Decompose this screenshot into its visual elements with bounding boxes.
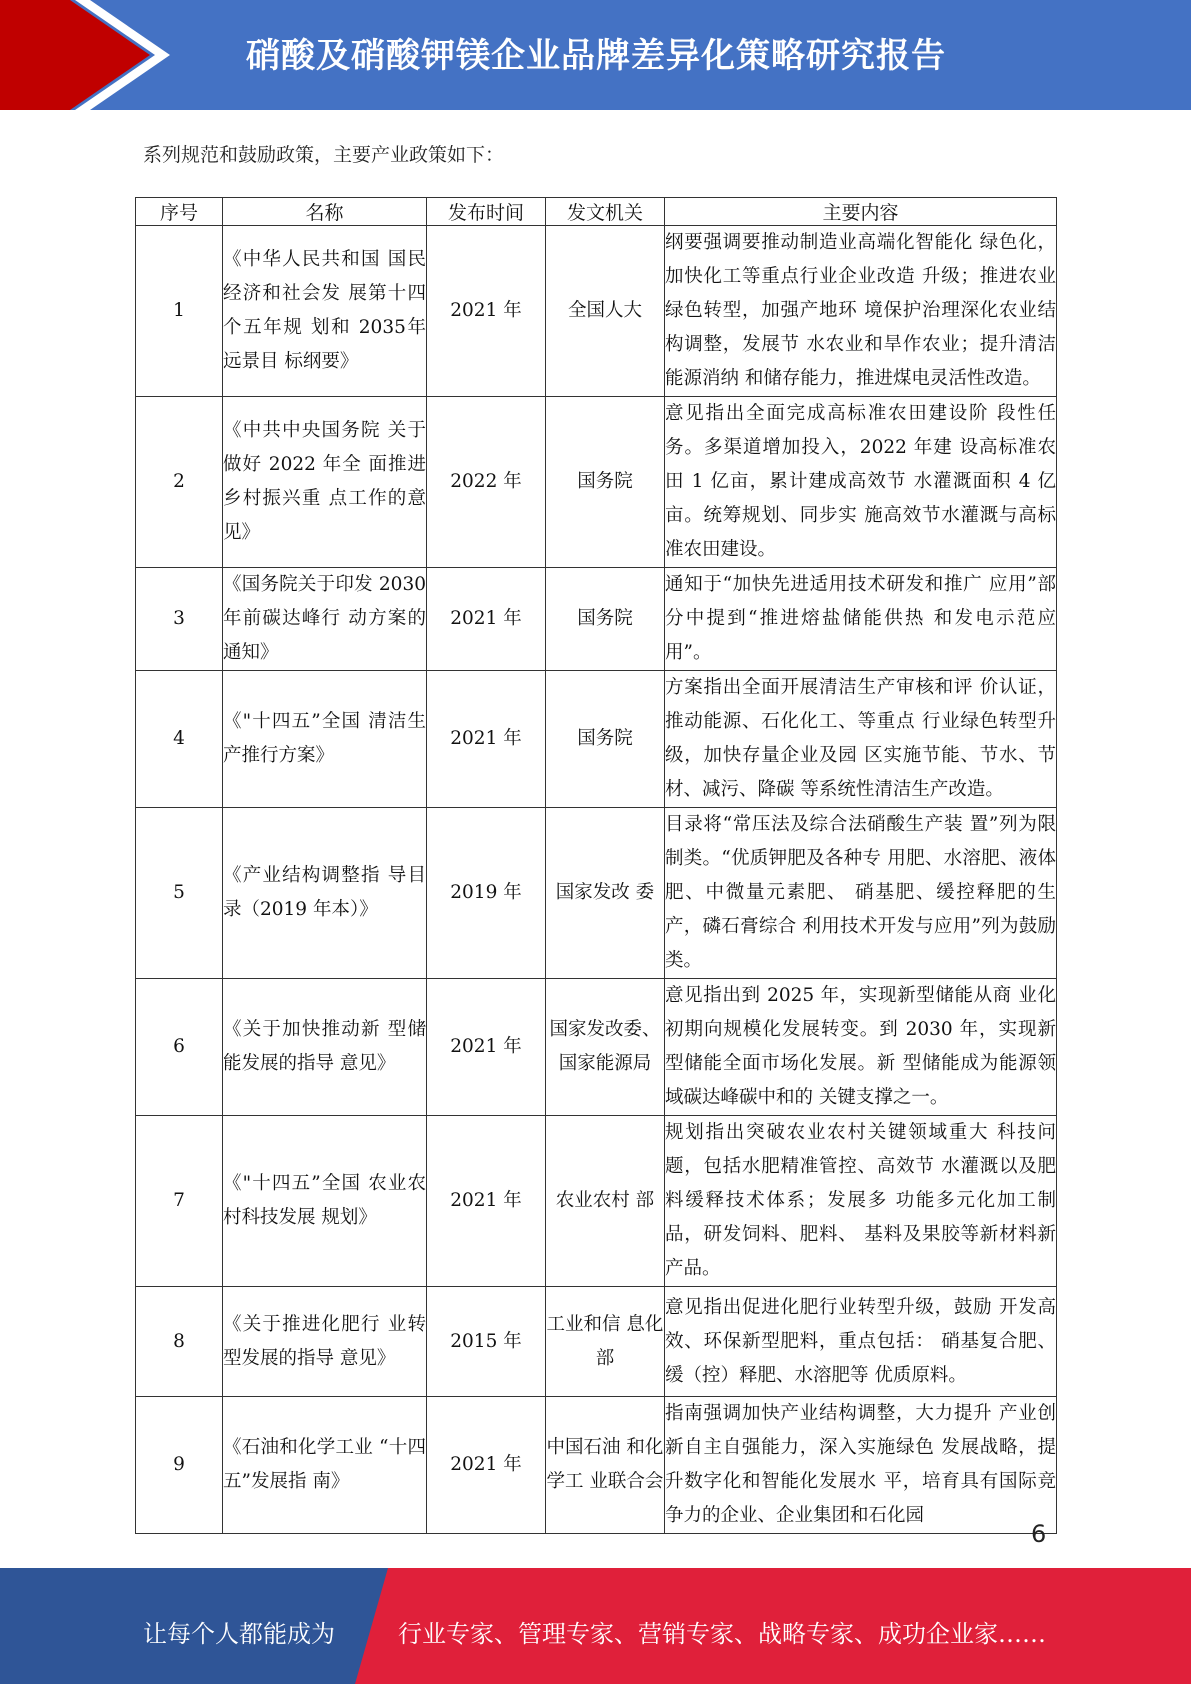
- row-no: 4: [136, 671, 223, 808]
- intro-text: 系列规范和鼓励政策，主要产业政策如下：: [143, 144, 505, 166]
- publish-date: 2022 年: [427, 397, 546, 568]
- policy-table: [135, 197, 1057, 1534]
- publish-date: 2021 年: [427, 979, 546, 1116]
- report-title: 硝酸及硝酸钾镁企业品牌差异化策略研究报告: [246, 36, 946, 76]
- footer-slogan-right: 行业专家、管理专家、营销专家、战略专家、成功企业家……: [398, 1620, 1046, 1648]
- arrow-decoration-red: [0, 0, 150, 110]
- row-no: 5: [136, 808, 223, 979]
- issuing-org: 国务院: [546, 568, 665, 671]
- row-no: 6: [136, 979, 223, 1116]
- row-no: 8: [136, 1287, 223, 1397]
- policy-content: 目录将“常压法及综合法硝酸生产装 置”列为限制类。“优质钾肥及各种专 用肥、水溶肥、液体肥、中微量元素肥、 硝基肥、缓控释肥的生产，磷石膏综合 利用技术开发与应用”列为鼓励类。: [665, 808, 1057, 979]
- issuing-org: 国务院: [546, 671, 665, 808]
- table-row: [136, 808, 1057, 979]
- header-no: 序号: [136, 198, 223, 226]
- issuing-org: 国务院: [546, 397, 665, 568]
- policy-name: 《"十四五”全国 农业农村科技发展 规划》: [223, 1116, 427, 1287]
- publish-date: 2019 年: [427, 808, 546, 979]
- footer-slogan-left: 让每个人都能成为: [143, 1620, 335, 1648]
- policy-content: 方案指出全面开展清洁生产审核和评 价认证，推动能源、石化化工、等重点 行业绿色转型升级，加快存量企业及园 区实施节能、节水、节材、减污、降碳 等系统性清洁生产改造。: [665, 671, 1057, 808]
- policy-content: 意见指出促进化肥行业转型升级，鼓励 开发高效、环保新型肥料，重点包括： 硝基复合肥、缓（控）释肥、水溶肥等 优质原料。: [665, 1287, 1057, 1397]
- publish-date: 2021 年: [427, 568, 546, 671]
- header-content: 主要内容: [665, 198, 1057, 226]
- table-row: [136, 979, 1057, 1116]
- policy-name: 《关于加快推动新 型储能发展的指导 意见》: [223, 979, 427, 1116]
- issuing-org: 全国人大: [546, 226, 665, 397]
- publish-date: 2021 年: [427, 671, 546, 808]
- policy-content: 指南强调加快产业结构调整，大力提升 产业创新自主自强能力，深入实施绿色 发展战略，提升数字化和智能化发展水 平，培育具有国际竞争力的企业、企业集团和石化园: [665, 1397, 1057, 1534]
- table-header-row: [136, 198, 1057, 226]
- table-row: [136, 1287, 1057, 1397]
- row-no: 7: [136, 1116, 223, 1287]
- table-row: [136, 1116, 1057, 1287]
- issuing-org: 中国石油 和化学工 业联合会: [546, 1397, 665, 1534]
- header-date: 发布时间: [427, 198, 546, 226]
- policy-content: 意见指出到 2025 年，实现新型储能从商 业化初期向规模化发展转变。到 2030 年，实现新型储能全面市场化发展。新 型储能成为能源领域碳达峰碳中和的 关键支撑之一。: [665, 979, 1057, 1116]
- policy-name: 《中华人民共和国 国民经济和社会发 展第十四个五年规 划和 2035年远景目 标纲要》: [223, 226, 427, 397]
- page-number: 6: [1031, 1520, 1047, 1548]
- issuing-org: 农业农村 部: [546, 1116, 665, 1287]
- table-row: [136, 397, 1057, 568]
- header-org: 发文机关: [546, 198, 665, 226]
- policy-content: 纲要强调要推动制造业高端化智能化 绿色化，加快化工等重点行业企业改造 升级；推进农业绿色转型，加强产地环 境保护治理深化农业结构调整，发展节 水农业和旱作农业；提升清洁能源消纳 和储存能力，推进煤电灵活性改造。: [665, 226, 1057, 397]
- issuing-org: 工业和信 息化部: [546, 1287, 665, 1397]
- policy-content: 通知于“加快先进适用技术研发和推广 应用”部分中提到“推进熔盐储能供热 和发电示范应用”。: [665, 568, 1057, 671]
- header-name: 名称: [223, 198, 427, 226]
- row-no: 3: [136, 568, 223, 671]
- table-row: [136, 1397, 1057, 1534]
- policy-name: 《"十四五”全国 清洁生产推行方案》: [223, 671, 427, 808]
- issuing-org: 国家发改委、国家能源局: [546, 979, 665, 1116]
- policy-content: 意见指出全面完成高标准农田建设阶 段性任务。多渠道增加投入，2022 年建 设高标准农田 1 亿亩，累计建成高效节 水灌溉面积 4 亿亩。统筹规划、同步实 施高效节水灌溉与高标准农田建设。: [665, 397, 1057, 568]
- policy-name: 《中共中央国务院 关于做好 2022 年全 面推进乡村振兴重 点工作的意见》: [223, 397, 427, 568]
- publish-date: 2021 年: [427, 226, 546, 397]
- policy-name: 《石油和化学工业 “十四五”发展指 南》: [223, 1397, 427, 1534]
- issuing-org: 国家发改 委: [546, 808, 665, 979]
- policy-name: 《产业结构调整指 导目录（2019 年本）》: [223, 808, 427, 979]
- policy-name: 《关于推进化肥行 业转型发展的指导 意见》: [223, 1287, 427, 1397]
- publish-date: 2015 年: [427, 1287, 546, 1397]
- policy-content: 规划指出突破农业农村关键领域重大 科技问题，包括水肥精准管控、高效节 水灌溉以及肥料缓释技术体系；发展多 功能多元化加工制品，研发饲料、肥料、 基料及果胶等新材料新产品。: [665, 1116, 1057, 1287]
- table-row: [136, 226, 1057, 397]
- policy-name: 《国务院关于印发 2030 年前碳达峰行 动方案的通知》: [223, 568, 427, 671]
- table-row: [136, 568, 1057, 671]
- publish-date: 2021 年: [427, 1397, 546, 1534]
- table-row: [136, 671, 1057, 808]
- row-no: 9: [136, 1397, 223, 1534]
- row-no: 1: [136, 226, 223, 397]
- header-banner: [0, 0, 1191, 110]
- publish-date: 2021 年: [427, 1116, 546, 1287]
- row-no: 2: [136, 397, 223, 568]
